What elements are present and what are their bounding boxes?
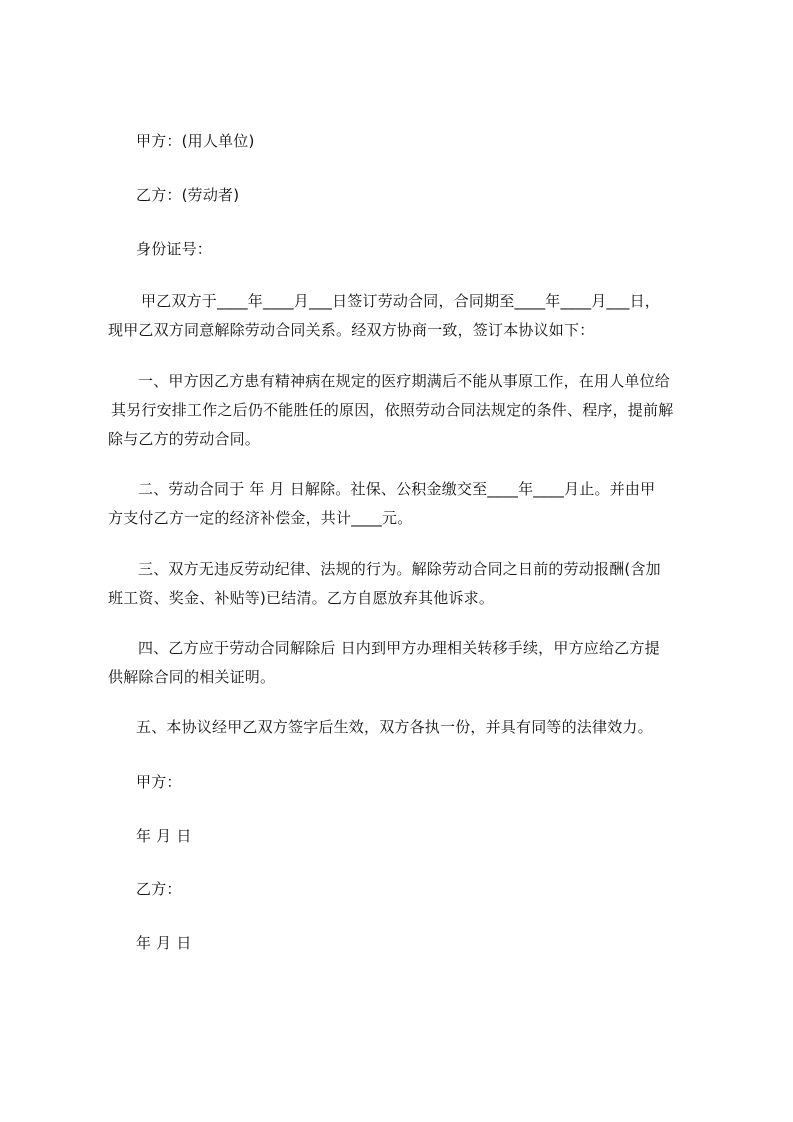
clause-3 bbox=[108, 555, 704, 613]
intro-line-2: 现甲乙双方同意解除劳动合同关系。经双方协商一致，签订本协议如下： bbox=[108, 321, 595, 339]
clause-3-line-2: 班工资、奖金、补贴等)已结清。乙方自愿放弃其他诉求。 bbox=[108, 589, 495, 607]
clause-1-line-2: 其另行安排工作之后仍不能胜任的原因，依照劳动合同法规定的条件、程序，提前解 bbox=[111, 401, 674, 419]
clause-5-line-1: 五、本协议经甲乙双方签字后生效，双方各执一份，并具有同等的法律效力。 bbox=[136, 718, 653, 736]
intro-paragraph bbox=[108, 287, 704, 345]
clause-4-line-1: 四、乙方应于劳动合同解除后 日内到甲方办理相关转移手续，甲方应给乙方提 bbox=[138, 639, 660, 657]
signature-party-b-date: 年 月 日 bbox=[136, 934, 192, 952]
clause-2-line-1: 二、劳动合同于 年 月 日解除。社保、公积金缴交至____年____月止。并由甲 bbox=[138, 480, 656, 498]
signature-party-b-label: 乙方： bbox=[136, 880, 182, 898]
clause-2 bbox=[108, 475, 704, 533]
clause-2-line-2: 方支付乙方一定的经济补偿金，共计____元。 bbox=[108, 509, 413, 527]
party-a-heading: 甲方：(用人单位) bbox=[136, 132, 255, 150]
party-b-heading: 乙方：(劳动者) bbox=[136, 186, 240, 204]
id-number-label: 身份证号： bbox=[136, 240, 213, 258]
clause-4 bbox=[108, 634, 704, 692]
clause-4-line-2: 供解除合同的相关证明。 bbox=[108, 668, 276, 686]
intro-line-1: 甲乙双方于____年____月___日签订劳动合同，合同期至____年____月___日， bbox=[141, 292, 661, 310]
clause-1 bbox=[108, 367, 704, 454]
clause-3-line-1: 三、双方无违反劳动纪律、法规的行为。解除劳动合同之日前的劳动报酬(含加 bbox=[138, 560, 661, 578]
clause-1-line-3: 除与乙方的劳动合同。 bbox=[108, 430, 261, 448]
clause-5 bbox=[108, 713, 704, 742]
signature-party-a-date: 年 月 日 bbox=[136, 827, 192, 845]
clause-1-line-1: 一、甲方因乙方患有精神病在规定的医疗期满后不能从事原工作，在用人单位给 bbox=[138, 372, 671, 390]
signature-party-a-label: 甲方： bbox=[136, 773, 182, 791]
